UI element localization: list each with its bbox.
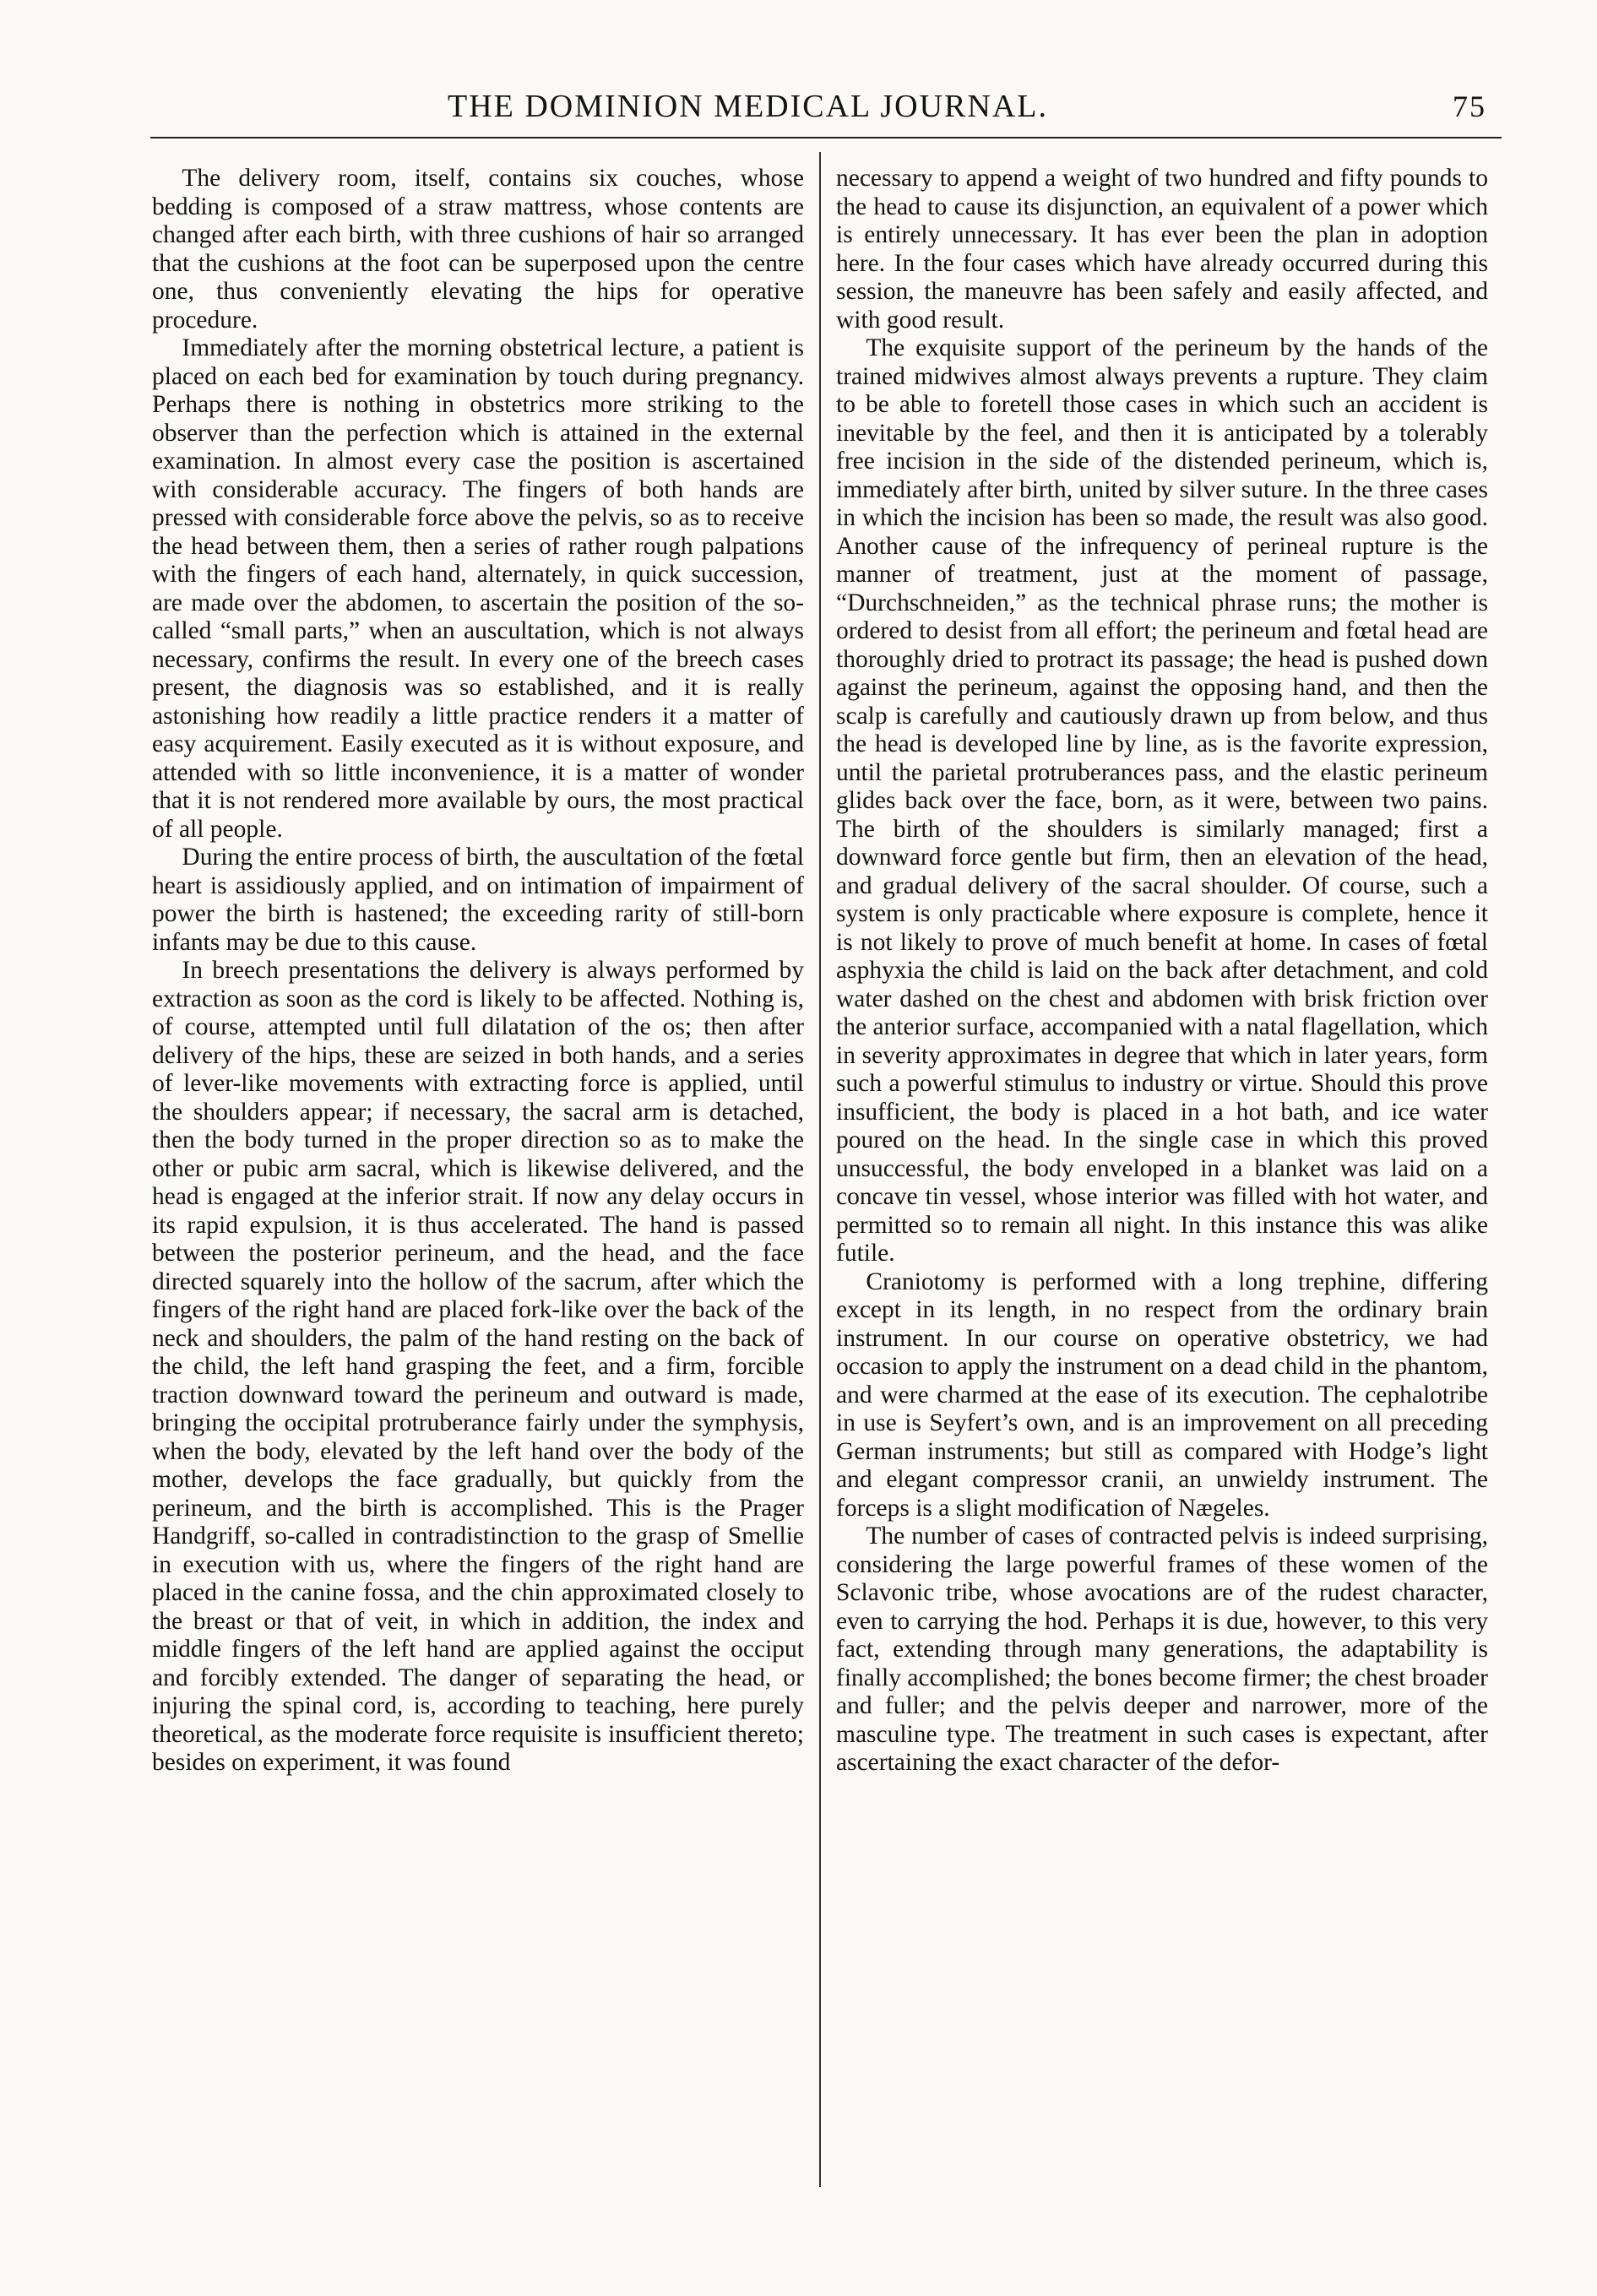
paragraph-auscultation: During the entire process of birth, the auscultation of the fœtal heart is assidiously applied, and on intimation of impairment of power the birth is hastened; the exceeding rarity of still-born infants may be due to this cause. xyxy=(152,844,804,956)
paragraph-external-examination: Immediately after the morning obstetrical lecture, a patient is placed on each bed for examination by touch during pregnancy. Perhaps there is nothing in obstetrics more striking to the observer than the perfection which is attained in the external examination. In almost every case the position is ascertained with considerable accuracy. The fingers of both hands are pressed with considerable force above the pelvis, so as to receive the head between them, then a series of rather rough palpations with the fingers of each hand, alternately, in quick succession, are made over the abdomen, to ascertain the position of the so-called “small parts,” when an auscultation, which is not always necessary, confirms the result. In every one of the breech cases present, the diagnosis was so established, and it is really astonishing how readily a little practice renders it a matter of easy acquirement. Easily executed as it is without exposure, and attended with so little inconvenience, it is a matter of wonder that it is not rendered more available by ours, the most practical of all people. xyxy=(152,334,804,843)
paragraph-breech-presentations: In breech presentations the delivery is always performed by extraction as soon as the cord is likely to be affected. Nothing is, of course, attempted until full dilatation of the os; then after delivery of the hips, these are seized in both hands, and a series of lever-like movements with extracting force is applied, until the shoulders appear; if necessary, the sacral arm is detached, then the body turned in the proper direction so as to make the other or pubic arm sacral, which is likewise delivered, and the head is engaged at the inferior strait. If now any delay occurs in its rapid expulsion, it is thus accelerated. The hand is passed between the posterior perineum, and the head, and the face directed squarely into the hollow of the sacrum, after which the fingers of the right hand are placed fork-like over the back of the neck and shoulders, the palm of the hand resting on the back of the child, the left hand grasping the feet, and a firm, forcible traction downward toward the perineum and outward is made, bringing the occipital protruberance fairly under the symphysis, when the body, elevated by the left hand over the body of the mother, develops the face gradually, but quickly from the perineum, and the birth is accomplished. This is the Prager Handgriff, so-called in contradistinction to the grasp of Smellie in execution with us, where the fingers of the right hand are placed in the canine fossa, and the chin approximated closely to the breast or that of veit, in which in addition, the index and middle fingers of the left hand are applied against the occiput and forcibly extended. The danger of separating the head, or injuring the spinal cord, is, according to teaching, here purely theoretical, as the moderate force requisite is insufficient thereto; besides on experiment, it was found xyxy=(152,957,804,1776)
paragraph-contracted-pelvis: The number of cases of contracted pelvis is indeed surprising, considering the large powerful frames of these women of the Sclavonic tribe, whose avocations are of the rudest character, even to carrying the hod. Perhaps it is due, however, to this very fact, extending through many generations, the adaptability is finally accomplished; the bones become firmer; the chest broader and fuller; and the pelvis deeper and narrower, more of the masculine type. The treatment in such cases is expectant, after ascertaining the exact character of the defor- xyxy=(836,1523,1488,1776)
running-head xyxy=(448,81,1486,132)
paragraph-continued: necessary to append a weight of two hundred and fifty pounds to the head to cause its disjunction, an equivalent of a power which is entirely unnecessary. It has ever been the plan in adoption here. In the four cases which have already occurred during this session, the maneuvre has been safely and easily affected, and with good result. xyxy=(836,165,1488,334)
left-column xyxy=(152,165,804,1778)
paragraph-perineum-support: The exquisite support of the perineum by the hands of the trained midwives almost always prevents a rupture. They claim to be able to foretell those cases in which such an accident is inevitable by the feel, and then it is anticipated by a tolerably free incision in the side of the distended perineum, which is, immediately after birth, united by silver suture. In the three cases in which the incision has been so made, the result was also good. Another cause of the infrequency of perineal rupture is the manner of treatment, just at the moment of passage, “Durchschneiden,” as the technical phrase runs; the mother is ordered to desist from all effort; the perineum and fœtal head are thoroughly dried to protract its passage; the head is pushed down against the perineum, against the opposing hand, and then the scalp is carefully and cautiously drawn up from below, and thus the head is developed line by line, as is the favorite expression, until the parietal protruberances pass, and the elastic perineum glides back over the face, born, as it were, between two pains. The birth of the shoulders is similarly managed; first a downward force gentle but firm, then an elevation of the head, and gradual delivery of the sacral shoulder. Of course, such a system is only practicable where exposure is complete, hence it is not likely to prove of much benefit at home. In cases of fœtal asphyxia the child is laid on the back after detachment, and cold water dashed on the chest and abdomen with brisk friction over the anterior surface, accompanied with a natal flagellation, which in severity approximates in degree that which in later years, form such a powerful stimulus to industry or virtue. Should this prove insufficient, the body is placed in a hot bath, and ice water poured on the head. In the single case in which this proved unsuccessful, the body enveloped in a blanket was laid on a concave tin vessel, whose interior was filled with hot water, and permitted so to remain all night. In this instance this was alike futile. xyxy=(836,334,1488,1267)
right-column xyxy=(836,165,1488,1778)
page-number: 75 xyxy=(1453,90,1486,123)
journal-title: THE DOMINION MEDICAL JOURNAL. xyxy=(448,89,1048,124)
paragraph-craniotomy: Craniotomy is performed with a long trephine, differing except in its length, in no respect from the ordinary brain instrument. In our course on operative obstetricy, we had occasion to apply the instrument on a dead child in the phantom, and were charmed at the ease of its execution. The cephalotribe in use is Seyfert’s own, and is an improvement on all preceding German instruments; but still as compared with Hodge’s light and elegant compressor cranii, an unwieldy instrument. The forceps is a slight modification of Nægeles. xyxy=(836,1267,1488,1522)
header-rule xyxy=(150,137,1502,138)
paragraph-delivery-room: The delivery room, itself, contains six couches, whose bedding is composed of a straw mattress, whose contents are changed after each birth, with three cushions of hair so arranged that the cushions at the foot can be superposed upon the centre one, thus conveniently elevating the hips for operative procedure. xyxy=(152,165,804,334)
column-divider xyxy=(819,152,821,2187)
